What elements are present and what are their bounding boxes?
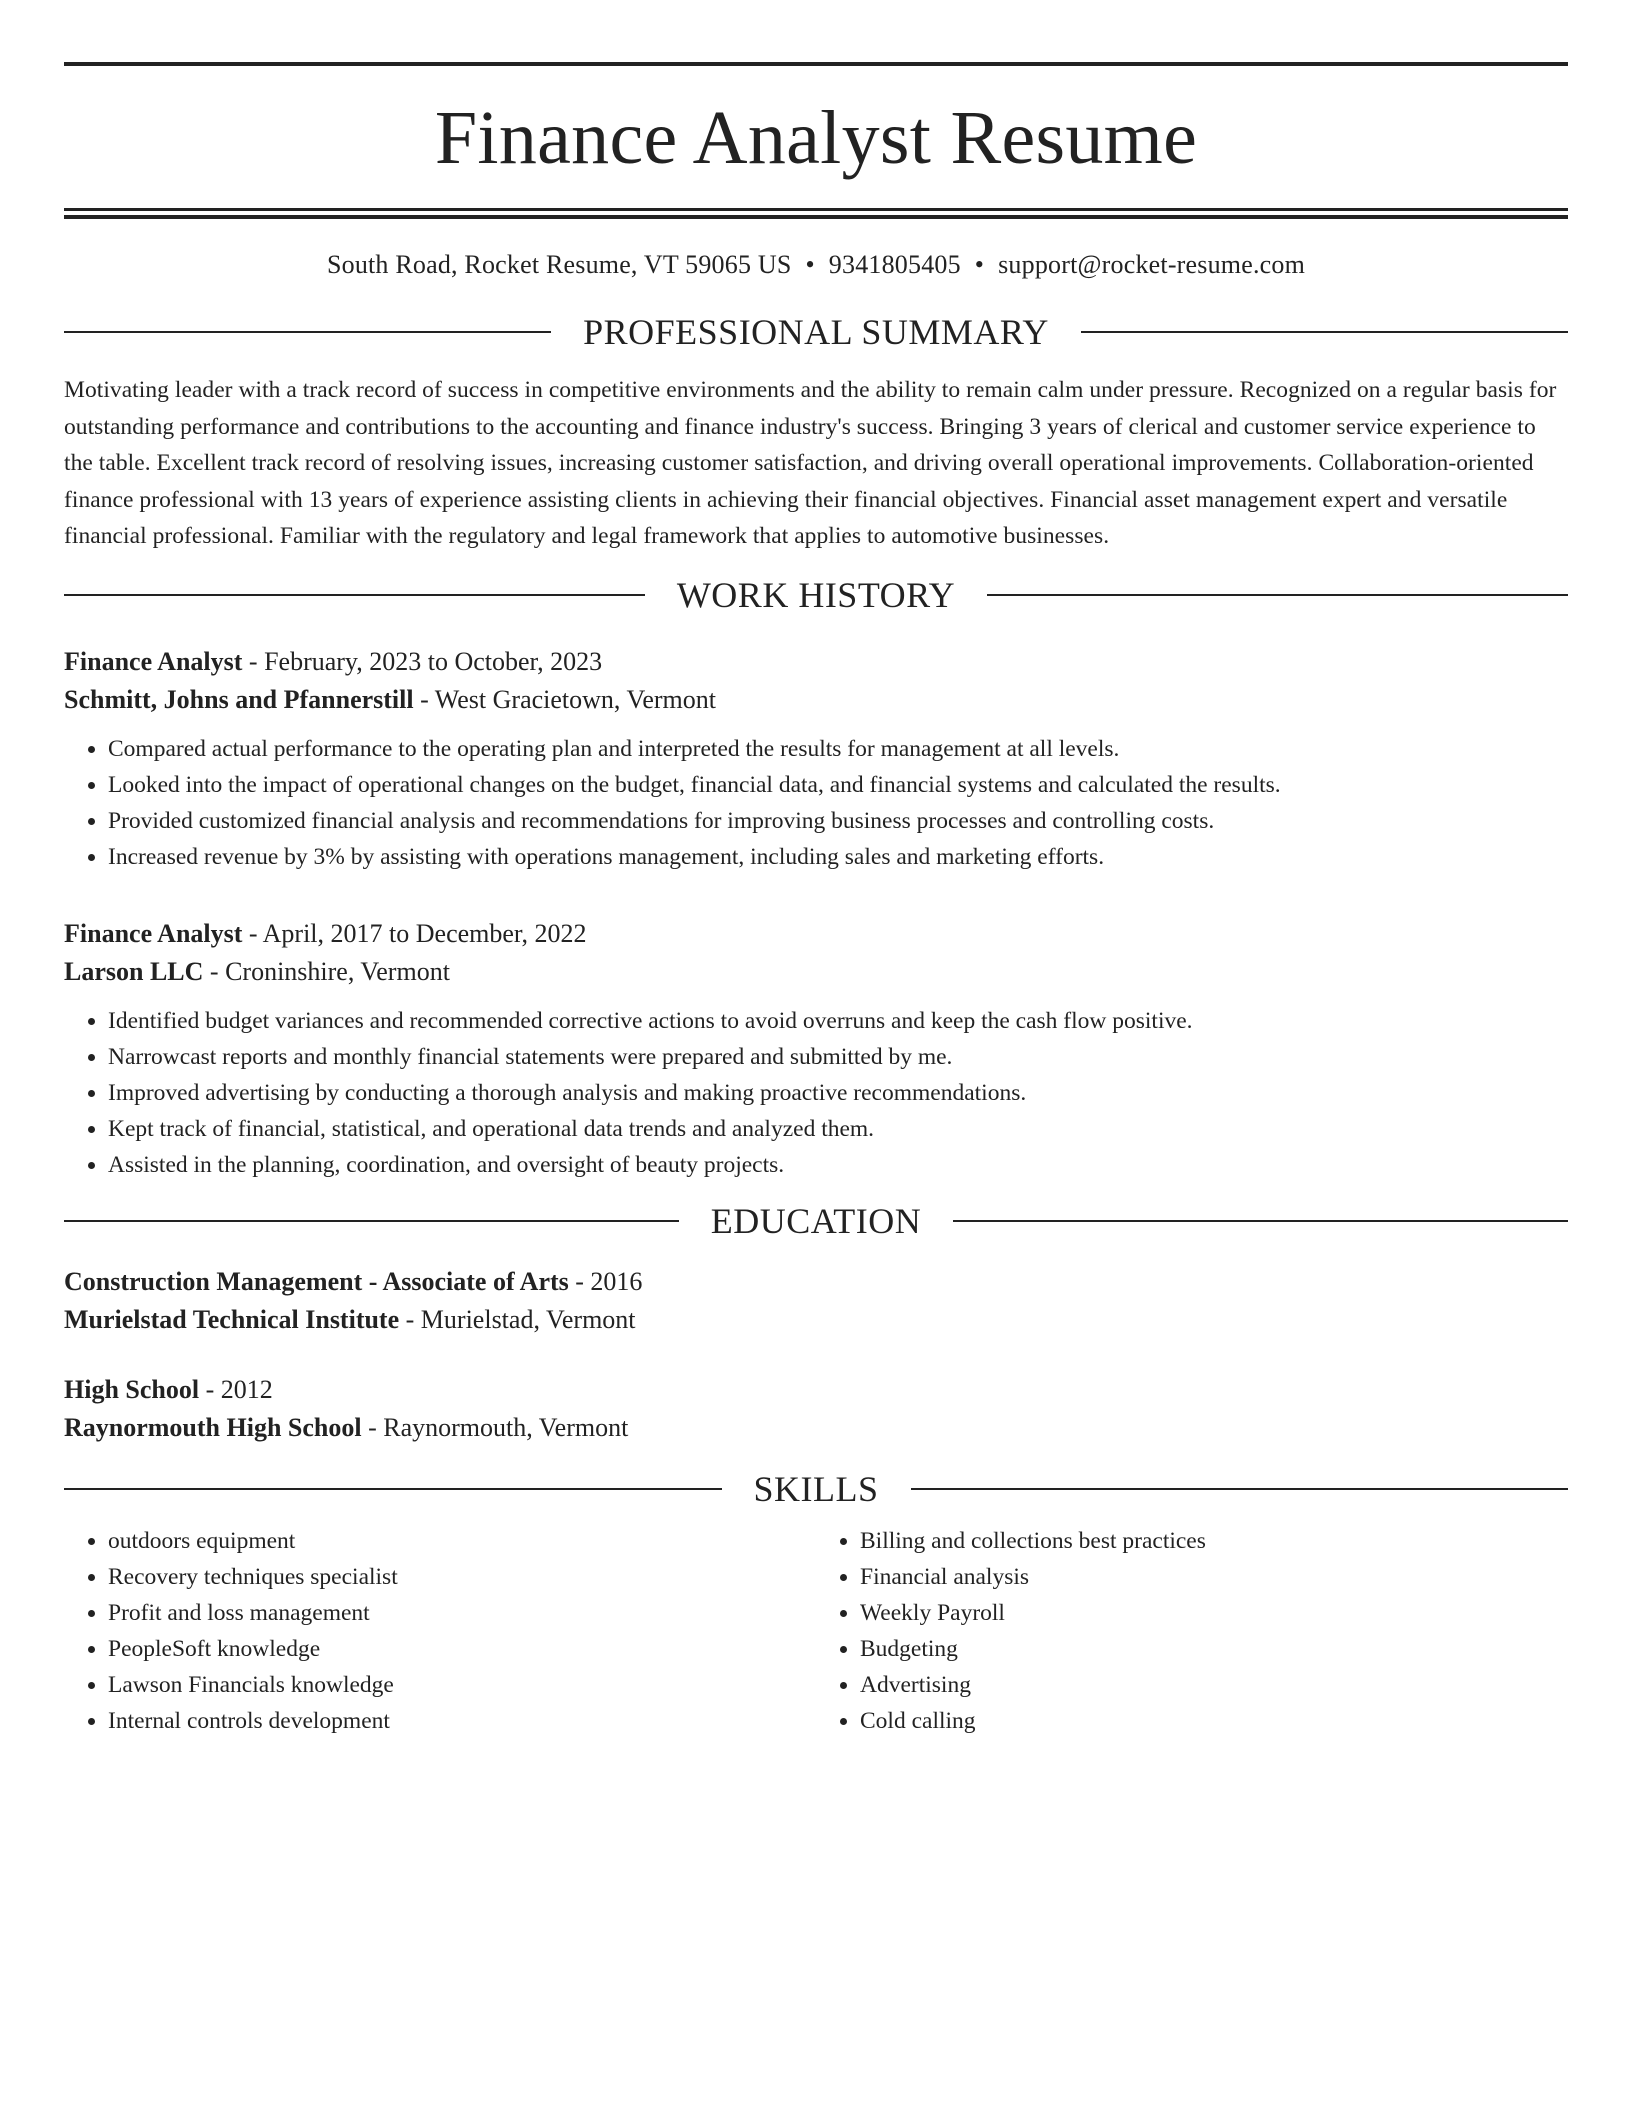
degree: Construction Management - Associate of Arts <box>64 1266 569 1296</box>
list-item: • Narrowcast reports and monthly financial statements were prepared and submitted by me. <box>108 1039 1568 1075</box>
heading-rule-right <box>911 1488 1569 1490</box>
skill-item: • Budgeting <box>860 1631 1568 1667</box>
education-entry <box>64 1371 1568 1447</box>
list-item: • Identified budget variances and recommended corrective actions to avoid overruns and keep the cash flow positive. <box>108 1003 1568 1039</box>
school-line <box>64 1301 1568 1339</box>
contact-separator: • <box>805 250 815 279</box>
section-title: WORK HISTORY <box>676 574 956 615</box>
job-company: Larson LLC <box>64 956 204 986</box>
job-company-line <box>64 953 1568 991</box>
skills-column-left <box>64 1523 816 1739</box>
job-bullets <box>64 731 1568 875</box>
list-item: • Provided customized financial analysis and recommendations for improving business processes and controlling costs. <box>108 803 1568 839</box>
top-rule <box>64 62 1568 66</box>
heading-rule-left <box>64 331 551 333</box>
resume-title: Finance Analyst Resume <box>434 96 1198 180</box>
skill-item: • Recovery techniques specialist <box>108 1559 816 1595</box>
section-heading-skills <box>64 1468 1568 1509</box>
skill-item: • Internal controls development <box>108 1703 816 1739</box>
skill-item: • Weekly Payroll <box>860 1595 1568 1631</box>
list-item: • Improved advertising by conducting a thorough analysis and making proactive recommendations. <box>108 1075 1568 1111</box>
list-item: • Kept track of financial, statistical, and operational data trends and analyzed them. <box>108 1111 1568 1147</box>
job-title-line <box>64 643 1568 681</box>
job-dates: - February, 2023 to October, 2023 <box>242 646 603 676</box>
skill-item: • Advertising <box>860 1667 1568 1703</box>
skills-column-right <box>816 1523 1568 1739</box>
graduation-year: - 2016 <box>568 1266 643 1296</box>
job-location: - Croninshire, Vermont <box>203 956 450 986</box>
section-heading-work-history <box>64 574 1568 615</box>
education-entry <box>64 1263 1568 1339</box>
job-dates: - April, 2017 to December, 2022 <box>242 918 587 948</box>
school-name: Raynormouth High School <box>64 1412 362 1442</box>
heading-rule-right <box>1081 331 1568 333</box>
job-company: Schmitt, Johns and Pfannerstill <box>64 684 414 714</box>
degree: High School <box>64 1374 200 1404</box>
heading-rule-left <box>64 594 645 596</box>
job-title: Finance Analyst <box>64 646 243 676</box>
job-entry <box>64 643 1568 875</box>
heading-rule-right <box>953 1220 1568 1222</box>
degree-line <box>64 1263 1568 1301</box>
section-heading-education <box>64 1200 1568 1241</box>
skill-item: • Profit and loss management <box>108 1595 816 1631</box>
skill-item: • Lawson Financials knowledge <box>108 1667 816 1703</box>
list-item: • Increased revenue by 3% by assisting with operations management, including sales and marketing efforts. <box>108 839 1568 875</box>
school-location: - Raynormouth, Vermont <box>361 1412 629 1442</box>
list-item: • Looked into the impact of operational changes on the budget, financial data, and financial systems and calculated the results. <box>108 767 1568 803</box>
school-line <box>64 1409 1568 1447</box>
section-heading-summary <box>64 312 1568 353</box>
school-location: - Murielstad, Vermont <box>399 1304 636 1334</box>
school-name: Murielstad Technical Institute <box>64 1304 400 1334</box>
heading-rule-right <box>987 594 1568 596</box>
job-company-line <box>64 681 1568 719</box>
job-title: Finance Analyst <box>64 918 243 948</box>
job-location: - West Gracietown, Vermont <box>413 684 716 714</box>
degree-line <box>64 1371 1568 1409</box>
graduation-year: - 2012 <box>199 1374 273 1404</box>
skill-item: • outdoors equipment <box>108 1523 816 1559</box>
job-title-line <box>64 915 1568 953</box>
list-item: • Assisted in the planning, coordination, and oversight of beauty projects. <box>108 1147 1568 1183</box>
heading-rule-left <box>64 1220 679 1222</box>
skills-list <box>64 1523 1568 1739</box>
skill-item: • Billing and collections best practices <box>860 1523 1568 1559</box>
skill-item: • Cold calling <box>860 1703 1568 1739</box>
section-title: EDUCATION <box>710 1200 922 1241</box>
contact-email: support@rocket-resume.com <box>998 250 1306 279</box>
title-double-rule <box>64 208 1568 219</box>
job-entry <box>64 915 1568 1183</box>
contact-phone: 9341805405 <box>828 250 961 279</box>
job-bullets <box>64 1003 1568 1183</box>
list-item: • Compared actual performance to the operating plan and interpreted the results for management at all levels. <box>108 731 1568 767</box>
contact-line <box>64 249 1568 280</box>
heading-rule-left <box>64 1488 722 1490</box>
summary-paragraph: Motivating leader with a track record of success in competitive environments and the ability to remain calm under pressure. Recognized on a regular basis for outstanding performance and contributions to the accounting and finance industry's success. Bringing 3 years of clerical and customer service experience to the table. Excellent track record of resolving issues, increasing customer satisfaction, and driving overall operational improvements. Collaboration-oriented finance professional with 13 years of experience assisting clients in achieving their financial objectives. Financial asset management expert and versatile financial professional. Familiar with the regulatory and legal framework that applies to automotive businesses. <box>64 377 1557 550</box>
contact-address: South Road, Rocket Resume, VT 59065 US <box>326 250 792 279</box>
section-title: SKILLS <box>753 1468 879 1509</box>
skill-item: • PeopleSoft knowledge <box>108 1631 816 1667</box>
section-title: PROFESSIONAL SUMMARY <box>583 312 1049 353</box>
skill-item: • Financial analysis <box>860 1559 1568 1595</box>
contact-separator: • <box>974 250 985 279</box>
